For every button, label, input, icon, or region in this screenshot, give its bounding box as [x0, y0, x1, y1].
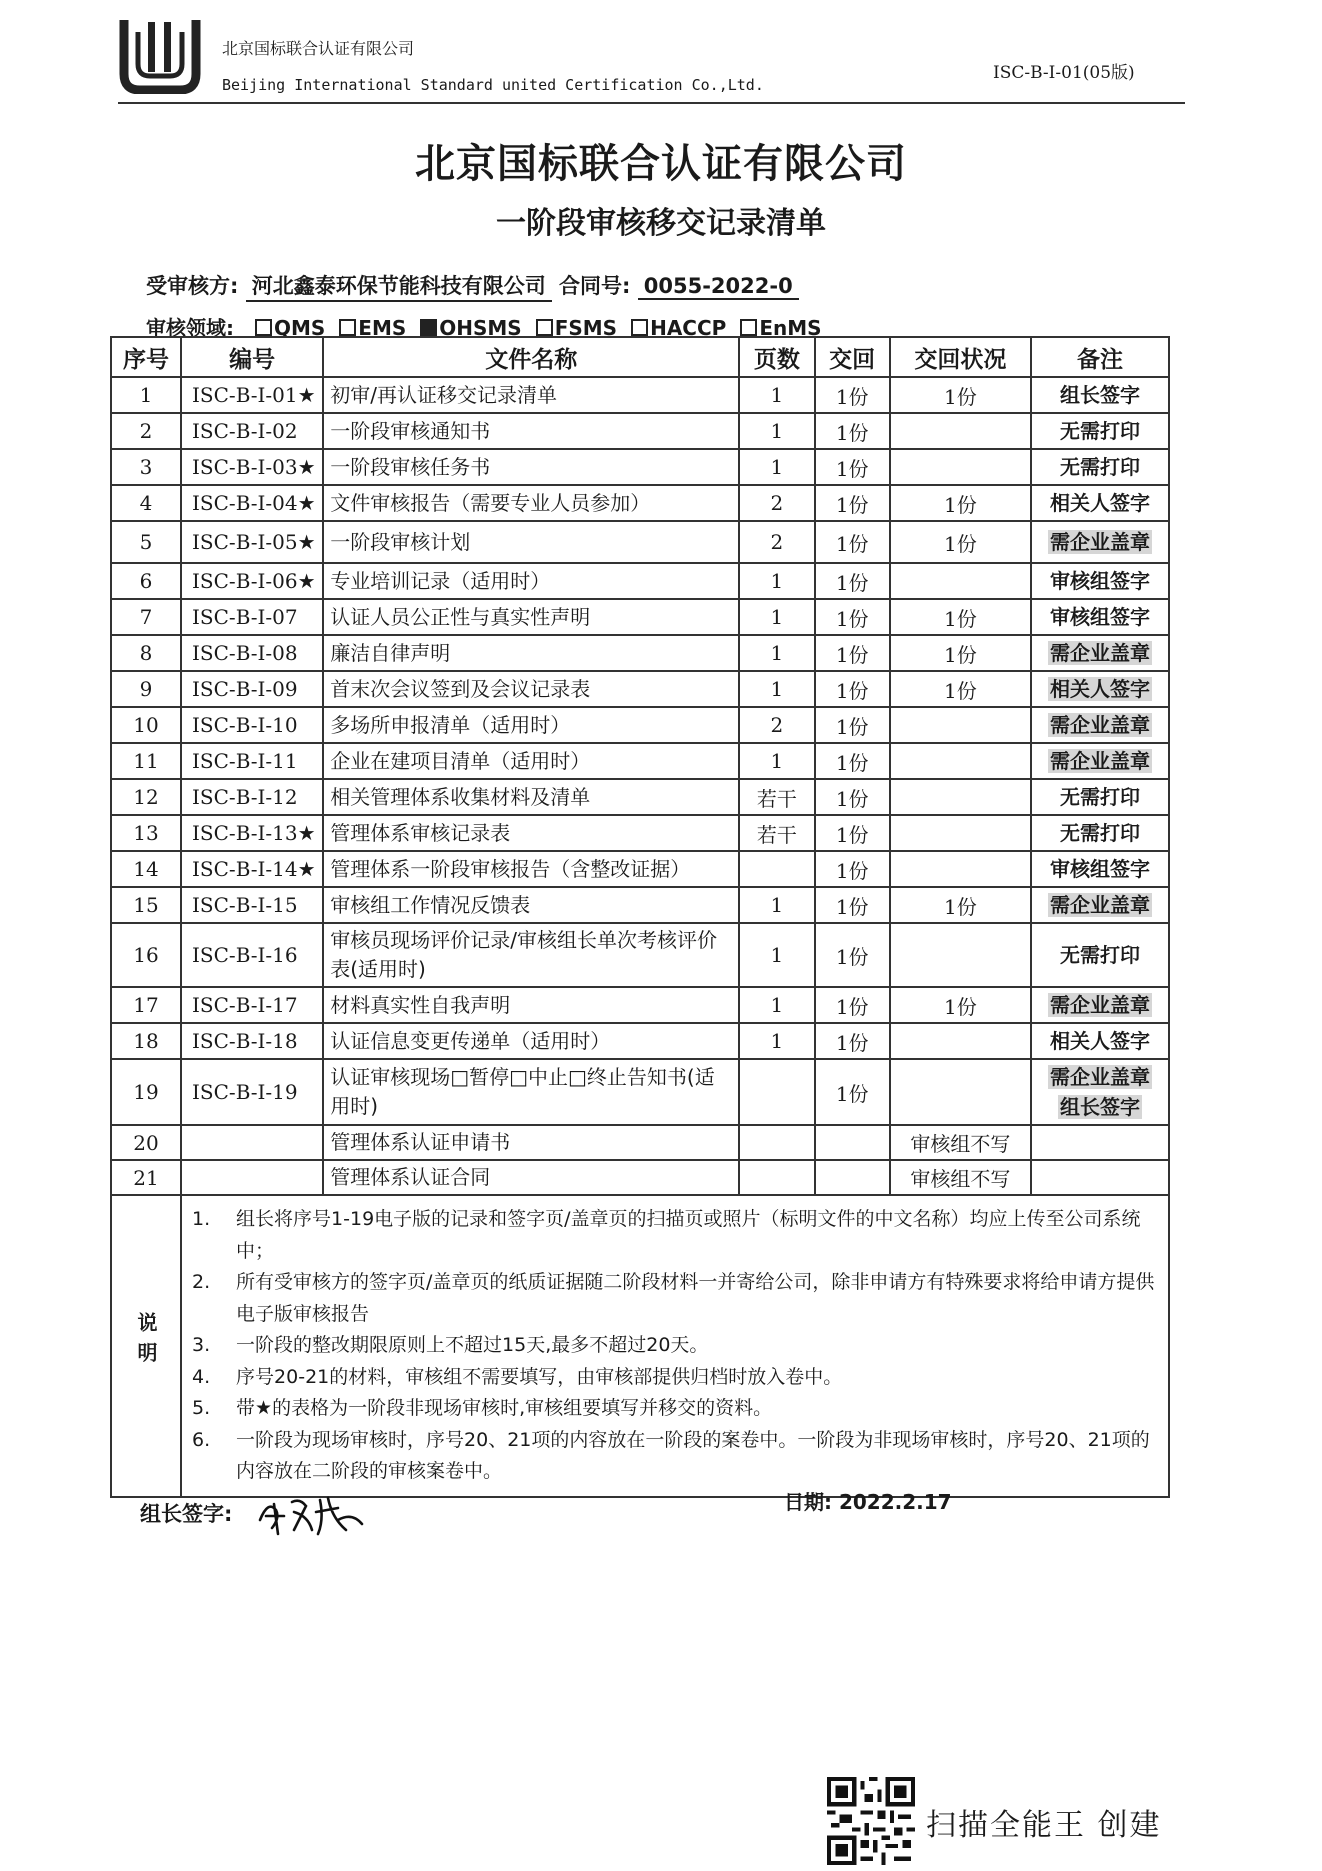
row-returned: 1份: [815, 815, 890, 851]
row-pages: 1: [739, 671, 814, 707]
remark-text: 审核组签字: [1049, 569, 1150, 593]
row-return-status: [890, 923, 1031, 987]
date-line: [784, 1486, 952, 1515]
row-code: [181, 1160, 323, 1195]
row-seq: 7: [111, 599, 181, 635]
note-item: [188, 1362, 1162, 1394]
row-remarks: [1031, 779, 1169, 815]
row-return-status: 1份: [890, 377, 1031, 413]
note-number: 1.: [192, 1208, 211, 1231]
note-text: 所有受审核方的签字页/盖章页的纸质证据随二阶段材料一并寄给公司，除非申请方有特殊要求将给申请方提供电子版审核报告: [236, 1271, 1155, 1325]
row-code: ISC-B-I-11: [181, 743, 323, 779]
row-returned: [815, 1160, 890, 1195]
note-number: 3.: [192, 1334, 211, 1357]
row-return-status: [890, 449, 1031, 485]
notes-row: [111, 1195, 1169, 1497]
row-code: ISC-B-I-10: [181, 707, 323, 743]
row-return-status: [890, 743, 1031, 779]
notes-body: [181, 1195, 1169, 1497]
row-remarks: [1031, 887, 1169, 923]
row-remarks: [1031, 987, 1169, 1023]
row-remarks: [1031, 599, 1169, 635]
row-pages: [739, 1059, 814, 1125]
row-code: ISC-B-I-01★: [181, 377, 323, 413]
row-returned: 1份: [815, 707, 890, 743]
row-return-status: 1份: [890, 599, 1031, 635]
company-logo-icon: [118, 16, 202, 94]
row-remarks: [1031, 671, 1169, 707]
row-pages: [739, 851, 814, 887]
checked-box-icon: [420, 319, 437, 336]
unchecked-box-icon: [631, 319, 648, 336]
remark-text: 无需打印: [1059, 943, 1140, 967]
row-remarks: [1031, 1125, 1169, 1160]
remark-text: 需企业盖章: [1049, 530, 1150, 554]
note-text: 一阶段的整改期限原则上不超过15天,最多不超过20天。: [236, 1334, 709, 1357]
row-seq: 11: [111, 743, 181, 779]
row-returned: 1份: [815, 521, 890, 563]
row-pages: [739, 1160, 814, 1195]
remark-text: 无需打印: [1059, 785, 1140, 809]
row-code: ISC-B-I-18: [181, 1023, 323, 1059]
company-name-en: Beijing International Standard united Certification Co.,Ltd.: [222, 76, 764, 94]
row-seq: 16: [111, 923, 181, 987]
remark-text: 需企业盖章: [1049, 893, 1150, 917]
row-code: ISC-B-I-16: [181, 923, 323, 987]
note-text: 带★的表格为一阶段非现场审核时,审核组要填写并移交的资料。: [236, 1397, 773, 1420]
row-remarks: [1031, 1059, 1169, 1125]
note-text: 组长将序号1-19电子版的记录和签字页/盖章页的扫描页或照片（标明文件的中文名称）均应上传至公司系统中；: [236, 1208, 1141, 1262]
table-row: [111, 923, 1169, 987]
row-file-name: 审核员现场评价记录/审核组长单次考核评价表(适用时): [323, 923, 739, 987]
row-code: ISC-B-I-02: [181, 413, 323, 449]
audit-domain-option-label: EMS: [358, 316, 407, 340]
row-file-name: 认证信息变更传递单（适用时）: [323, 1023, 739, 1059]
row-seq: 5: [111, 521, 181, 563]
qr-code-icon: [827, 1777, 915, 1865]
table-row: [111, 521, 1169, 563]
row-return-status: [890, 1023, 1031, 1059]
contract-label: 合同号:: [559, 274, 631, 298]
table-row: [111, 851, 1169, 887]
audit-domain-option-label: HACCP: [650, 316, 727, 340]
scanner-watermark: 扫描全能王 创建: [926, 1808, 1162, 1843]
table-row: [111, 743, 1169, 779]
row-pages: 1: [739, 563, 814, 599]
table-row: [111, 485, 1169, 521]
note-item: [188, 1393, 1162, 1425]
row-returned: [815, 1125, 890, 1160]
row-pages: [739, 1125, 814, 1160]
note-number: 5.: [192, 1397, 211, 1420]
transfer-records-table: [110, 336, 1170, 1498]
remark-text: 需企业盖章: [1049, 641, 1150, 665]
row-remarks: [1031, 1160, 1169, 1195]
row-code: [181, 1125, 323, 1160]
row-return-status: 1份: [890, 485, 1031, 521]
date-value: 2022.2.17: [838, 1490, 952, 1514]
row-return-status: 1份: [890, 671, 1031, 707]
row-remarks: [1031, 815, 1169, 851]
row-code: ISC-B-I-15: [181, 887, 323, 923]
row-code: ISC-B-I-07: [181, 599, 323, 635]
row-code: ISC-B-I-17: [181, 987, 323, 1023]
row-return-status: [890, 851, 1031, 887]
row-seq: 14: [111, 851, 181, 887]
table-row: [111, 1160, 1169, 1195]
row-return-status: [890, 779, 1031, 815]
audit-domain-option-label: QMS: [273, 316, 326, 340]
row-remarks: [1031, 851, 1169, 887]
audit-domain-option-label: EnMS: [759, 316, 822, 340]
note-number: 4.: [192, 1365, 211, 1388]
auditee-label: 受审核方:: [146, 274, 239, 298]
row-return-status: 1份: [890, 521, 1031, 563]
row-code: ISC-B-I-08: [181, 635, 323, 671]
row-file-name: 专业培训记录（适用时）: [323, 563, 739, 599]
row-return-status: [890, 563, 1031, 599]
row-file-name: 初审/再认证移交记录清单: [323, 377, 739, 413]
row-returned: 1份: [815, 987, 890, 1023]
row-return-status: 1份: [890, 887, 1031, 923]
row-file-name: 一阶段审核任务书: [323, 449, 739, 485]
row-returned: 1份: [815, 1059, 890, 1125]
row-pages: 2: [739, 521, 814, 563]
table-row: [111, 1059, 1169, 1125]
row-remarks: [1031, 449, 1169, 485]
unchecked-box-icon: [255, 319, 272, 336]
remark-text: 组长签字: [1059, 383, 1140, 407]
remark-text: 相关人签字: [1049, 491, 1150, 515]
remark-text: 相关人签字: [1049, 1029, 1150, 1053]
row-code: ISC-B-I-03★: [181, 449, 323, 485]
audit-domain-label: 审核领域:: [146, 316, 234, 340]
header-seq: 序号: [111, 337, 181, 377]
row-file-name: 多场所申报清单（适用时）: [323, 707, 739, 743]
row-seq: 9: [111, 671, 181, 707]
leader-signature-label: 组长签字:: [140, 1502, 233, 1526]
table-row: [111, 707, 1169, 743]
row-pages: 1: [739, 635, 814, 671]
note-number: 2.: [192, 1271, 211, 1294]
document-subtitle: 一阶段审核移交记录清单: [496, 206, 826, 241]
row-file-name: 首末次会议签到及会议记录表: [323, 671, 739, 707]
header-code: 编号: [181, 337, 323, 377]
row-file-name: 管理体系认证合同: [323, 1160, 739, 1195]
unchecked-box-icon: [536, 319, 553, 336]
row-pages: 1: [739, 413, 814, 449]
unchecked-box-icon: [339, 319, 356, 336]
note-item: [188, 1204, 1162, 1267]
row-returned: 1份: [815, 779, 890, 815]
table-header-row: [111, 337, 1169, 377]
auditee-value: 河北鑫泰环保节能科技有限公司: [246, 270, 552, 302]
row-returned: 1份: [815, 887, 890, 923]
row-returned: 1份: [815, 923, 890, 987]
remark-text-secondary: 组长签字: [1059, 1095, 1140, 1119]
row-returned: 1份: [815, 635, 890, 671]
row-remarks: [1031, 707, 1169, 743]
row-return-status: 1份: [890, 987, 1031, 1023]
row-file-name: 审核组工作情况反馈表: [323, 887, 739, 923]
row-code: ISC-B-I-09: [181, 671, 323, 707]
row-seq: 12: [111, 779, 181, 815]
table-row: [111, 887, 1169, 923]
remark-text: 需企业盖章: [1049, 713, 1150, 737]
note-text: 一阶段为现场审核时，序号20、21项的内容放在一阶段的案卷中。一阶段为非现场审核时，序号20、21项的内容放在二阶段的审核案卷中。: [236, 1428, 1150, 1483]
row-pages: 1: [739, 1023, 814, 1059]
table-row: [111, 377, 1169, 413]
row-pages: 2: [739, 485, 814, 521]
row-returned: 1份: [815, 743, 890, 779]
table-row: [111, 815, 1169, 851]
header-divider: [118, 102, 1185, 104]
row-returned: 1份: [815, 563, 890, 599]
row-file-name: 管理体系审核记录表: [323, 815, 739, 851]
note-text: 序号20-21的材料，审核组不需要填写，由审核部提供归档时放入卷中。: [236, 1365, 843, 1388]
row-remarks: [1031, 635, 1169, 671]
row-code: ISC-B-I-06★: [181, 563, 323, 599]
remark-text: 相关人签字: [1049, 677, 1150, 701]
note-item: [188, 1425, 1162, 1488]
table-row: [111, 671, 1169, 707]
form-code: ISC-B-I-01(05版): [993, 63, 1135, 83]
row-seq: 4: [111, 485, 181, 521]
leader-signature: [254, 1490, 372, 1538]
row-returned: 1份: [815, 413, 890, 449]
row-file-name: 企业在建项目清单（适用时）: [323, 743, 739, 779]
row-file-name: 一阶段审核计划: [323, 521, 739, 563]
row-pages: 若干: [739, 815, 814, 851]
row-remarks: [1031, 521, 1169, 563]
row-code: ISC-B-I-12: [181, 779, 323, 815]
document-title: 北京国标联合认证有限公司: [415, 141, 907, 187]
row-remarks: [1031, 413, 1169, 449]
row-seq: 10: [111, 707, 181, 743]
row-seq: 13: [111, 815, 181, 851]
note-item: [188, 1267, 1162, 1330]
row-code: ISC-B-I-14★: [181, 851, 323, 887]
row-pages: 1: [739, 743, 814, 779]
table-row: [111, 599, 1169, 635]
header-return-status: 交回状况: [890, 337, 1031, 377]
table-row: [111, 413, 1169, 449]
row-seq: 19: [111, 1059, 181, 1125]
remark-text: 无需打印: [1059, 821, 1140, 845]
row-remarks: [1031, 923, 1169, 987]
header-pages: 页数: [739, 337, 814, 377]
row-returned: 1份: [815, 485, 890, 521]
row-returned: 1份: [815, 671, 890, 707]
row-returned: 1份: [815, 599, 890, 635]
note-item: [188, 1330, 1162, 1362]
row-remarks: [1031, 377, 1169, 413]
row-file-name: 认证审核现场□暂停□中止□终止告知书(适用时): [323, 1059, 739, 1125]
row-return-status: [890, 413, 1031, 449]
remark-text: 无需打印: [1059, 419, 1140, 443]
row-returned: 1份: [815, 1023, 890, 1059]
row-seq: 8: [111, 635, 181, 671]
row-seq: 21: [111, 1160, 181, 1195]
row-seq: 6: [111, 563, 181, 599]
header-file-name: 文件名称: [323, 337, 739, 377]
contract-value: 0055-2022-0: [638, 274, 799, 300]
date-label: 日期:: [784, 1490, 832, 1514]
row-pages: 2: [739, 707, 814, 743]
row-pages: 1: [739, 449, 814, 485]
row-return-status: [890, 707, 1031, 743]
auditee-line: [146, 270, 799, 302]
row-remarks: [1031, 1023, 1169, 1059]
table-row: [111, 1125, 1169, 1160]
table-row: [111, 635, 1169, 671]
row-remarks: [1031, 485, 1169, 521]
row-file-name: 廉洁自律声明: [323, 635, 739, 671]
row-seq: 2: [111, 413, 181, 449]
row-file-name: 认证人员公正性与真实性声明: [323, 599, 739, 635]
row-file-name: 文件审核报告（需要专业人员参加）: [323, 485, 739, 521]
row-code: ISC-B-I-05★: [181, 521, 323, 563]
notes-label: 说明: [111, 1195, 181, 1497]
company-name-cn: 北京国标联合认证有限公司: [222, 39, 415, 58]
remark-text: 审核组签字: [1049, 857, 1150, 881]
audit-domain-option-label: FSMS: [554, 316, 618, 340]
note-number: 6.: [192, 1428, 211, 1451]
unchecked-box-icon: [740, 319, 757, 336]
row-return-status: 1份: [890, 635, 1031, 671]
row-file-name: 相关管理体系收集材料及清单: [323, 779, 739, 815]
row-seq: 20: [111, 1125, 181, 1160]
row-pages: 1: [739, 923, 814, 987]
row-seq: 3: [111, 449, 181, 485]
table-row: [111, 449, 1169, 485]
row-seq: 18: [111, 1023, 181, 1059]
row-code: ISC-B-I-13★: [181, 815, 323, 851]
row-pages: 1: [739, 987, 814, 1023]
row-pages: 1: [739, 377, 814, 413]
table-row: [111, 1023, 1169, 1059]
row-code: ISC-B-I-04★: [181, 485, 323, 521]
row-file-name: 管理体系一阶段审核报告（含整改证据）: [323, 851, 739, 887]
table-row: [111, 987, 1169, 1023]
row-returned: 1份: [815, 851, 890, 887]
remark-text: 需企业盖章: [1049, 1065, 1150, 1089]
row-return-status: 审核组不写: [890, 1125, 1031, 1160]
audit-domain-option-label: OHSMS: [439, 316, 522, 340]
row-file-name: 一阶段审核通知书: [323, 413, 739, 449]
remark-text: 需企业盖章: [1049, 749, 1150, 773]
header-remarks: 备注: [1031, 337, 1169, 377]
row-pages: 1: [739, 599, 814, 635]
remark-text: 审核组签字: [1049, 605, 1150, 629]
row-pages: 若干: [739, 779, 814, 815]
row-seq: 1: [111, 377, 181, 413]
row-pages: 1: [739, 887, 814, 923]
row-code: ISC-B-I-19: [181, 1059, 323, 1125]
row-seq: 15: [111, 887, 181, 923]
row-returned: 1份: [815, 449, 890, 485]
remark-text: 需企业盖章: [1049, 993, 1150, 1017]
row-return-status: [890, 815, 1031, 851]
row-file-name: 管理体系认证申请书: [323, 1125, 739, 1160]
table-row: [111, 563, 1169, 599]
header-returned: 交回: [815, 337, 890, 377]
row-remarks: [1031, 563, 1169, 599]
row-return-status: [890, 1059, 1031, 1125]
row-return-status: 审核组不写: [890, 1160, 1031, 1195]
remark-text: 无需打印: [1059, 455, 1140, 479]
row-returned: 1份: [815, 377, 890, 413]
table-row: [111, 779, 1169, 815]
row-seq: 17: [111, 987, 181, 1023]
row-file-name: 材料真实性自我声明: [323, 987, 739, 1023]
row-remarks: [1031, 743, 1169, 779]
